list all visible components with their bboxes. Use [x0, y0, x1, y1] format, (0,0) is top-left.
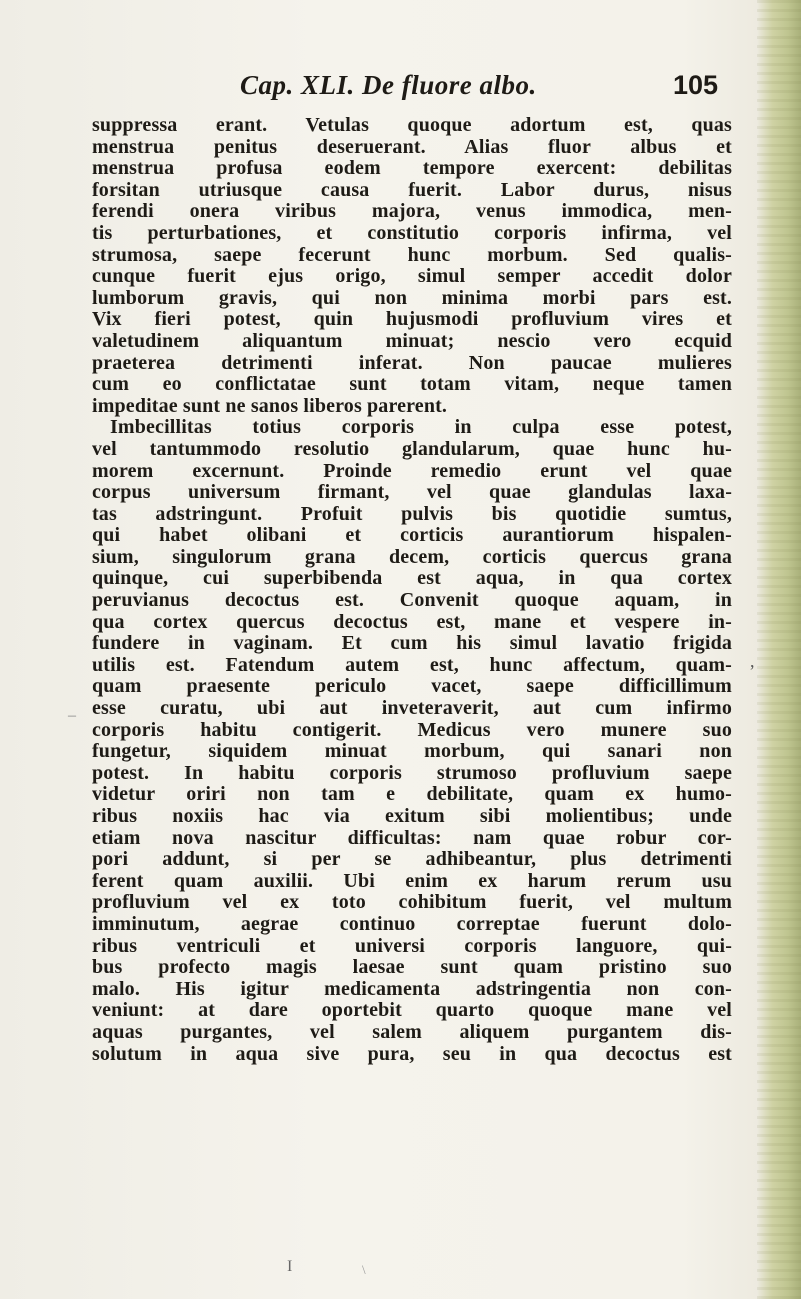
- text-line: menstrua penitus deseruerant. Alias fluor albus et: [92, 135, 732, 158]
- page-number: 105: [672, 70, 718, 100]
- text-line: fundere in vaginam. Et cum his simul lavatio frigida: [92, 632, 732, 655]
- text-line: etiam nova nascitur difficultas: nam quae robur cor-: [92, 826, 732, 849]
- text-line: forsitan utriusque causa fuerit. Labor durus, nisus: [92, 178, 732, 201]
- text-line: imminutum, aegrae continuo correptae fuerunt dolo-: [92, 912, 732, 935]
- text-line: ferent quam auxilii. Ubi enim ex harum rerum usu: [92, 869, 732, 892]
- text-line: solutum in aqua sive pura, seu in qua decoctus est: [92, 1042, 732, 1065]
- text-line: tis perturbationes, et constitutio corporis infirma, vel: [92, 221, 732, 244]
- text-line: utilis est. Fatendum autem est, hunc affectum, quam-: [92, 653, 732, 676]
- text-line: tas adstringunt. Profuit pulvis bis quotidie sumtus,: [92, 502, 732, 525]
- text-line: Vix fieri potest, quin hujusmodi profluvium vires et: [92, 308, 732, 331]
- text-line: suppressa erant. Vetulas quoque adortum est, quas: [92, 114, 732, 136]
- text-line: qua cortex quercus decoctus est, mane et vespere in-: [92, 610, 732, 633]
- text-line: veniunt: at dare oportebit quarto quoque mane vel: [92, 999, 732, 1022]
- text-line: peruvianus decoctus est. Convenit quoque aquam, in: [92, 589, 732, 612]
- text-line: pori addunt, si per se adhibeantur, plus detrimenti: [92, 848, 732, 871]
- print-speck: I: [287, 1258, 293, 1275]
- running-header: [92, 68, 732, 112]
- running-title: Cap. XLI. De fluore albo.: [240, 70, 537, 100]
- text-line: valetudinem aliquantum minuat; nescio vero ecquid: [92, 329, 732, 352]
- text-line: ribus noxiis hac via exitum sibi molientibus; unde: [92, 805, 732, 827]
- text-line: cunque fuerit ejus origo, simul semper accedit dolor: [92, 265, 732, 288]
- text-line: aquas purgantes, vel salem aliquem purgantem dis-: [92, 1020, 732, 1043]
- text-line: impeditae sunt ne sanos liberos parerent.: [92, 394, 448, 417]
- text-line: qui habet olibani et corticis aurantiorum hispalen-: [92, 524, 732, 547]
- text-line: morem excernunt. Proinde remedio erunt vel quae: [92, 459, 732, 482]
- text-line: quam praesente periculo vacet, saepe difficillimum: [92, 675, 732, 698]
- text-line: lumborum gravis, qui non minima morbi pars est.: [92, 286, 732, 309]
- text-line: fungetur, siquidem minuat morbum, qui sanari non: [92, 740, 732, 763]
- print-speck: \: [362, 1262, 366, 1277]
- text-line: bus profecto magis laesae sunt quam pristino suo: [92, 956, 732, 979]
- page-edge-shadow: [757, 0, 801, 1299]
- body-text: [92, 115, 732, 1065]
- text-line: ribus ventriculi et universi corporis languore, qui-: [92, 934, 732, 957]
- text-line: sium, singulorum grana decem, corticis quercus grana: [92, 545, 732, 568]
- text-line: vel tantummodo resolutio glandularum, quae hunc hu-: [92, 437, 732, 460]
- text-line: ferendi onera viribus majora, venus immodica, men-: [92, 200, 732, 223]
- text-line: videtur oriri non tam e debilitate, quam ex humo-: [92, 783, 732, 806]
- text-line: strumosa, saepe fecerunt hunc morbum. Sed qualis-: [92, 243, 732, 266]
- text-line: corporis habitu contigerit. Medicus vero munere suo: [92, 718, 732, 741]
- text-line: cum eo conflictatae sunt totam vitam, neque tamen: [92, 373, 732, 396]
- margin-mark: ‒: [68, 707, 76, 724]
- text-line: Imbecillitas totius corporis in culpa esse potest,: [110, 416, 732, 439]
- text-line: corpus universum firmant, vel quae glandulas laxa-: [92, 481, 732, 504]
- text-line: quinque, cui superbibenda est aqua, in qua cortex: [92, 567, 732, 590]
- margin-mark: ,: [750, 651, 755, 671]
- text-line: menstrua profusa eodem tempore exercent: debilitas: [92, 157, 732, 180]
- text-line: esse curatu, ubi aut inveteraverit, aut cum infirmo: [92, 697, 732, 720]
- text-line: praeterea detrimenti inferat. Non paucae mulieres: [92, 351, 732, 374]
- text-line: profluvium vel ex toto cohibitum fuerit, vel multum: [92, 891, 732, 914]
- text-line: malo. His igitur medicamenta adstringentia non con-: [92, 977, 732, 1000]
- text-line: potest. In habitu corporis strumoso profluvium saepe: [92, 761, 732, 784]
